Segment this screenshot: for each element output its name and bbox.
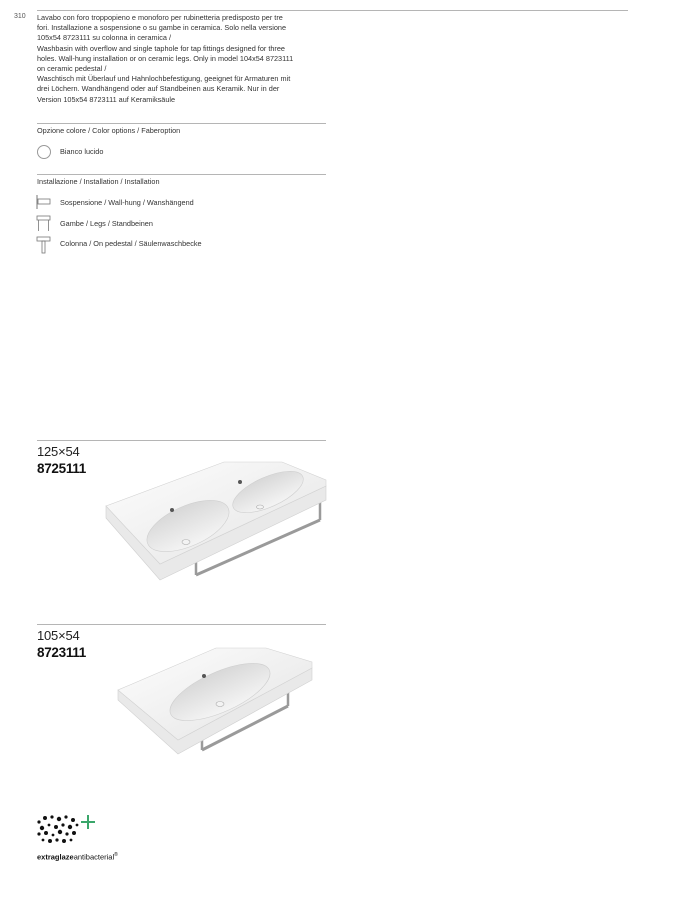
description-line: on ceramic pedestal / bbox=[37, 64, 107, 74]
description-line: Lavabo con foro troppopieno e monoforo per rubinetteria predisposto per tre bbox=[37, 13, 283, 22]
product-code: 8725111 bbox=[37, 461, 86, 476]
product-code: 8723111 bbox=[37, 645, 86, 660]
product-description bbox=[37, 13, 329, 105]
brand-mark: ® bbox=[114, 852, 118, 858]
installation-option-label: Colonna / On pedestal / Säulenwaschbecke bbox=[60, 239, 202, 248]
description-line: Version 105x54 8723111 auf Keramiksäule bbox=[37, 94, 176, 104]
color-option-label: Bianco lucido bbox=[60, 147, 104, 156]
brand-bold-text: extraglaze bbox=[37, 852, 74, 862]
product-divider bbox=[37, 440, 326, 441]
color-swatch-white[interactable] bbox=[37, 145, 51, 159]
top-divider bbox=[37, 10, 628, 11]
description-line: drei Löchern. Wandhängend oder auf Standbeinen aus Keramik. Nur in der bbox=[37, 84, 280, 94]
description-line: Washbasin with overflow and single taphole for tap fittings designed for three bbox=[37, 43, 285, 53]
color-options-title: Opzione colore / Color options / Faberoption bbox=[37, 126, 181, 135]
extraglaze-brand bbox=[37, 852, 118, 862]
legs-icon bbox=[36, 215, 52, 231]
product-size: 125×54 bbox=[37, 444, 80, 459]
description-line: holes. Wall-hung installation or on ceramic legs. Only in model 104x54 8723111 bbox=[37, 53, 294, 63]
double-basin-washbasin-image bbox=[104, 460, 330, 595]
brand-regular-text: antibacterial bbox=[73, 852, 115, 862]
installation-option-label: Sospensione / Wall-hung / Wanshängend bbox=[60, 198, 194, 207]
page-number: 310 bbox=[14, 13, 26, 20]
description-line: 105x54 8723111 su colonna in ceramica / bbox=[37, 33, 172, 43]
installation-option-label: Gambe / Legs / Standbeinen bbox=[60, 219, 153, 228]
wall-hung-icon bbox=[36, 195, 52, 209]
installation-title: Installazione / Installation / Installation bbox=[37, 177, 160, 186]
color-section-divider bbox=[37, 123, 326, 124]
product-divider bbox=[37, 624, 326, 625]
description-line: fori. Installazione a sospensione o su gambe in ceramica. Solo nella versione bbox=[37, 23, 287, 33]
product-size: 105×54 bbox=[37, 628, 80, 643]
pedestal-icon bbox=[36, 236, 52, 254]
description-line: Waschtisch mit Überlauf und Hahnlochbefestigung, geeignet für Armaturen mit bbox=[37, 74, 291, 84]
installation-section-divider bbox=[37, 174, 326, 175]
single-basin-washbasin-image bbox=[116, 646, 316, 763]
extraglaze-logo-icon bbox=[36, 812, 98, 851]
